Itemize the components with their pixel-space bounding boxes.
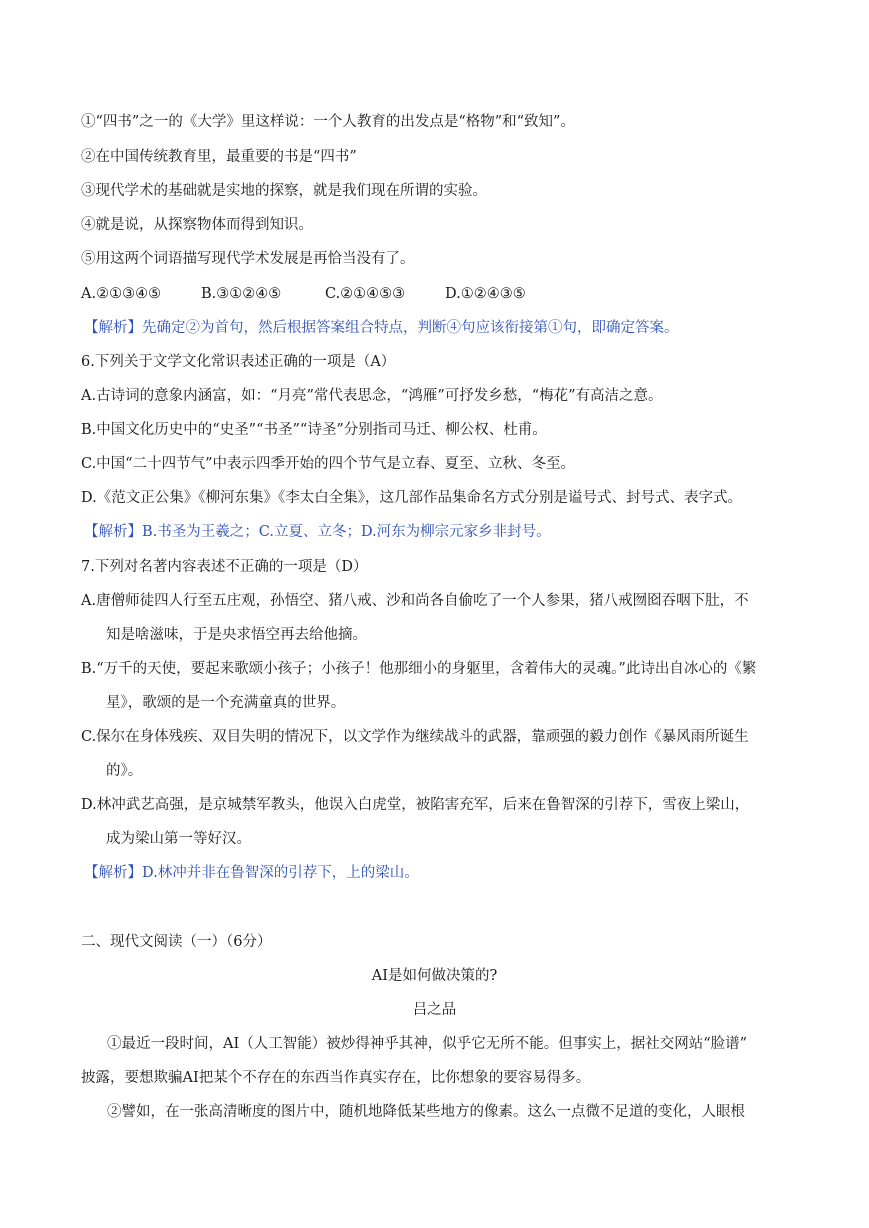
- q5-analysis: 【解析】先确定②为首句，然后根据答案组合特点，判断④句应该衔接第①句，即确定答案。: [84, 320, 679, 336]
- q6-option-b: B.中国文化历史中的“史圣”“书圣”“诗圣”分别指司马迁、柳公权、杜甫。: [81, 422, 547, 438]
- q5-sentence-4: ④就是说，从探察物体而得到知识。: [81, 217, 313, 233]
- q6-option-a: A.古诗词的意象内涵富，如：“月亮”常代表思念，“鸿雁”可抒发乡愁，“梅花”有高洁之意。: [81, 388, 663, 404]
- q7-option-a-line1: A.唐僧师徒四人行至五庄观，孙悟空、猪八戒、沙和尚各自偷吃了一个人参果，猪八戒囫囵吞咽下肚，不: [81, 593, 749, 609]
- article-paragraph-1-line2: 披露，要想欺骗AI把某个不存在的东西当作真实存在，比你想象的要容易得多。: [81, 1070, 591, 1086]
- section-heading: 二、现代文阅读（一）（6分）: [81, 934, 272, 950]
- q5-sentence-3: ③现代学术的基础就是实地的探察，就是我们现在所谓的实验。: [81, 183, 487, 199]
- q6-stem: 6.下列关于文学文化常识表述正确的一项是（A）: [81, 354, 396, 370]
- q6-option-c: C.中国“二十四节气”中表示四季开始的四个节气是立春、夏至、立秋、冬至。: [81, 456, 576, 472]
- q6-analysis: 【解析】B.书圣为王羲之；C.立夏、立冬；D.河东为柳宗元家乡非封号。: [84, 524, 551, 540]
- article-author: 吕之品: [412, 1002, 457, 1018]
- q5-option-d: D.①②④③⑤: [445, 286, 526, 302]
- q7-option-b-line2: 星》，歌颂的是一个充满童真的世界。: [106, 695, 346, 711]
- q7-option-c-line1: C.保尔在身体残疾、双目失明的情况下，以文学作为继续战斗的武器，靠顽强的毅力创作《暴风雨所诞生: [81, 729, 749, 745]
- q7-option-b-line1: B.“万千的天使，要起来歌颂小孩子；小孩子！他那细小的身躯里，含着伟大的灵魂。”此诗出自冰心的《繁: [81, 661, 757, 677]
- q5-option-a: A.②①③④⑤: [81, 286, 162, 302]
- q5-sentence-5: ⑤用这两个词语描写现代学术发展是再恰当没有了。: [81, 251, 415, 267]
- q5-sentence-2: ②在中国传统教育里，最重要的书是“四书”: [81, 149, 357, 165]
- q7-option-c-line2: 的》。: [106, 763, 143, 779]
- q5-option-b: B.③①②④⑤: [201, 286, 282, 302]
- article-title: AI是如何做决策的?: [371, 968, 498, 984]
- article-paragraph-1-line1: ①最近一段时间，AI（人工智能）被炒得神乎其神，似乎它无所不能。但事实上，据社交网站“脸谱”: [107, 1036, 748, 1052]
- q5-option-c: C.②①④⑤③: [325, 286, 406, 302]
- q7-option-d-line2: 成为梁山第一等好汉。: [106, 831, 251, 847]
- article-paragraph-2-line1: ②譬如，在一张高清晰度的图片中，随机地降低某些地方的像素。这么一点微不足道的变化，人眼根: [107, 1104, 745, 1120]
- q6-option-d: D.《范文正公集》《柳河东集》《李太白全集》，这几部作品集命名方式分别是谥号式、封号式、表字式。: [81, 490, 742, 506]
- q7-analysis: 【解析】D.林冲并非在鲁智深的引荐下，上的梁山。: [84, 865, 419, 881]
- q5-sentence-1: ①“四书”之一的《大学》里这样说：一个人教育的出发点是“格物”和“致知”。: [81, 114, 575, 130]
- q5-options: [81, 284, 801, 304]
- q7-option-d-line1: D.林冲武艺高强，是京城禁军教头，他误入白虎堂，被陷害充军，后来在鲁智深的引荐下，雪夜上梁山，: [81, 797, 750, 813]
- q7-option-a-line2: 知是啥滋味，于是央求悟空再去给他摘。: [106, 627, 367, 643]
- q7-stem: 7.下列对名著内容表述不正确的一项是（D）: [81, 559, 368, 575]
